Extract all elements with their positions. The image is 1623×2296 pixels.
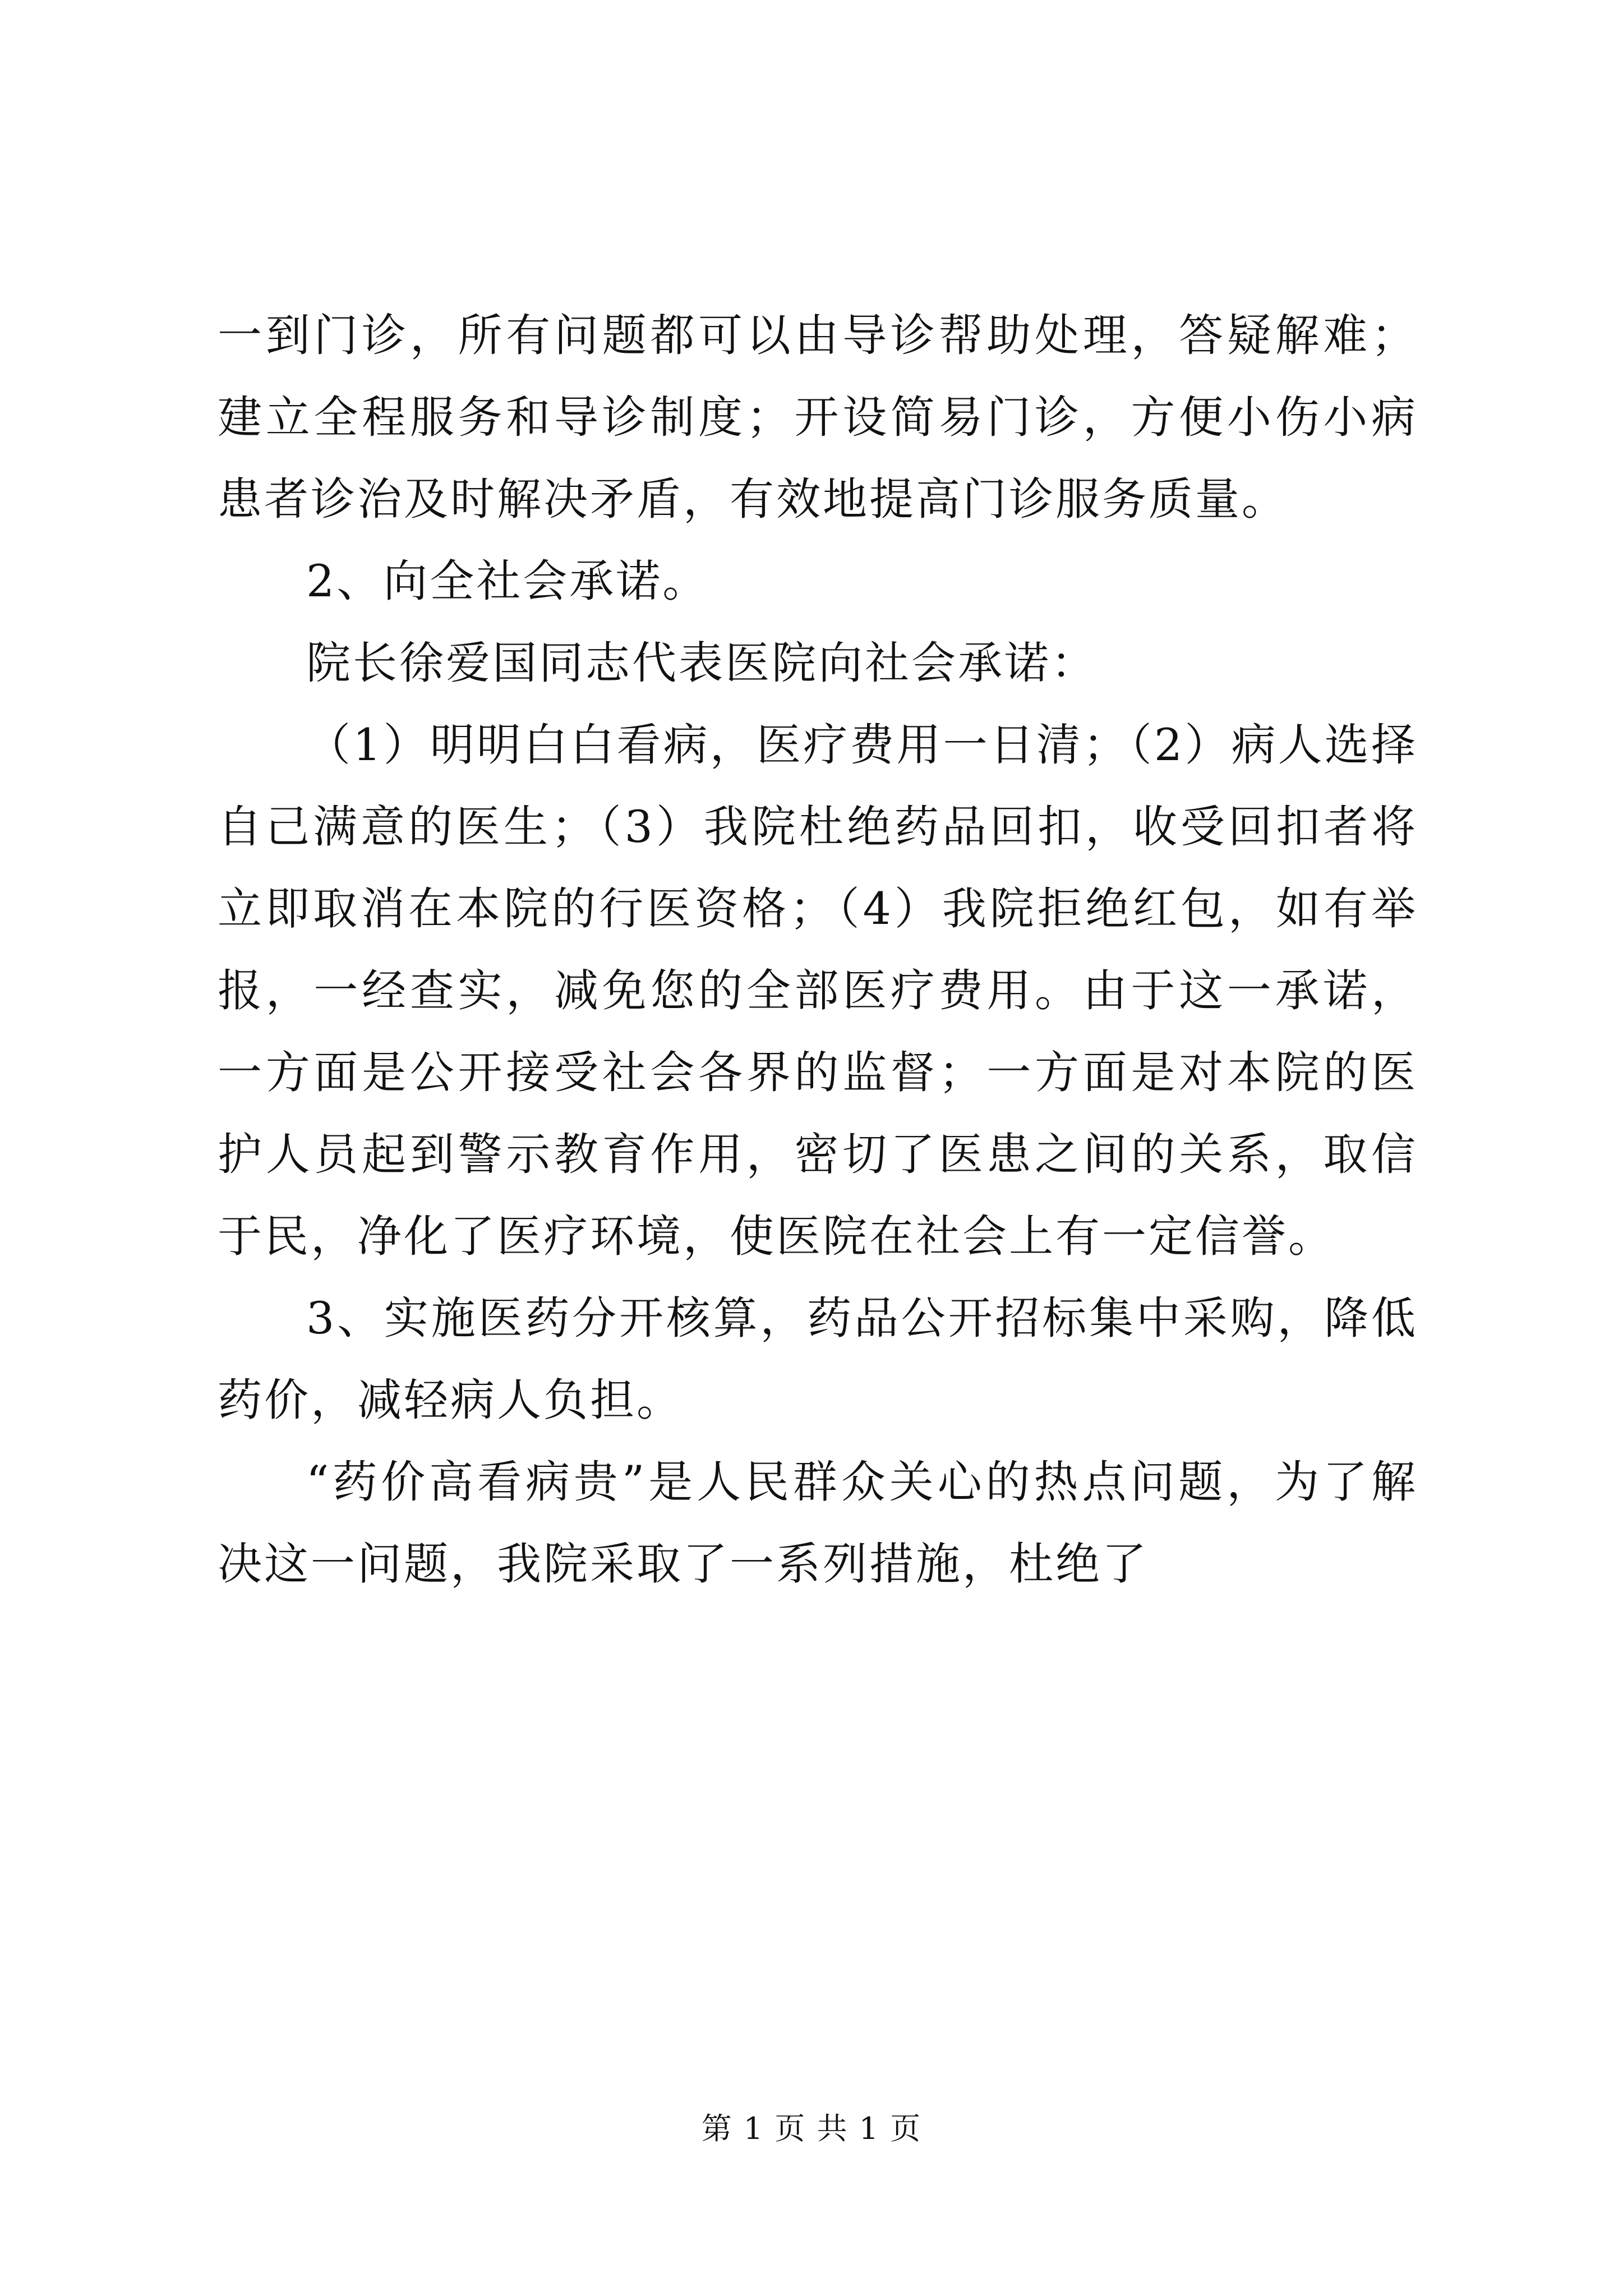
paragraph-commitment-list: （1）明明白白看病，医疗费用一日清；（2）病人选择自己满意的医生；（3）我院杜绝药品回扣，收受回扣者将立即取消在本院的行医资格；（4）我院拒绝红包，如有举报，一经查实，减免您的全部医疗费用。由于这一承诺，一方面是公开接受社会各界的监督；一方面是对本院的医护人员起到警示教育作用，密切了医患之间的关系，取信于民，净化了医疗环境，使医院在社会上有一定信誉。 [218, 719, 1418, 1262]
paragraph-heading-2: 2、向全社会承诺。 [306, 555, 709, 607]
paragraph-continuation: 一到门诊，所有问题都可以由导诊帮助处理，答疑解难；建立全程服务和导诊制度；开设简易门诊，方便小伤小病患者诊治及时解决矛盾，有效地提高门诊服务质量。 [218, 310, 1418, 525]
paragraph-drug-price: “药价高看病贵”是人民群众关心的热点问题，为了解决这一问题，我院采取了一系列措施，杜绝了 [218, 1456, 1418, 1590]
document-body [218, 295, 1418, 1605]
page-footer: 第 1 页 共 1 页 [701, 2111, 922, 2146]
paragraph-commitment-intro: 院长徐爱国同志代表医院向社会承诺： [306, 637, 1098, 689]
paragraph-heading-3: 3、实施医药分开核算，药品公开招标集中采购，降低药价，减轻病人负担。 [218, 1292, 1418, 1426]
